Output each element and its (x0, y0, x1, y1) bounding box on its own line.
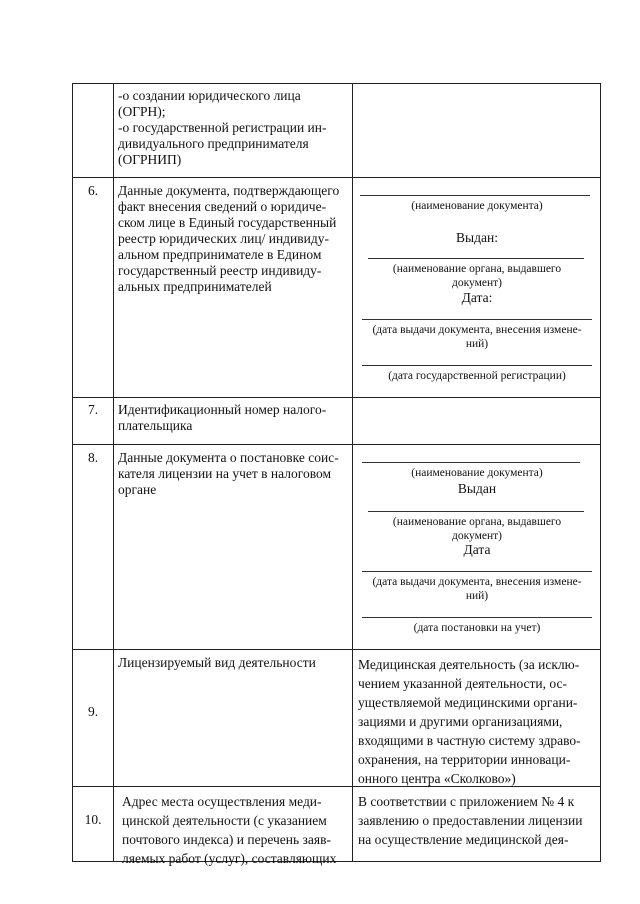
issuer-underline (368, 258, 584, 259)
doc-name-underline (362, 462, 580, 463)
row-number: 10. (84, 812, 102, 827)
reg-date-caption: (дата государственной регистрации) (388, 370, 566, 382)
row-label: -о создании юридического лица (ОГРН); -о государственной регистрации ин- дивидуального предпринимателя (ОГРНИП) (118, 88, 327, 167)
column-divider (352, 83, 353, 862)
issuer-underline (368, 511, 584, 512)
tax-date-caption: (дата постановки на учет) (413, 622, 541, 634)
row-number: 7. (87, 402, 99, 417)
row-number: 9. (87, 704, 99, 719)
row-divider (72, 177, 601, 178)
issue-date-underline (362, 571, 592, 572)
issue-date-underline (362, 319, 592, 320)
column-divider (113, 83, 114, 862)
tax-date-underline (362, 617, 592, 618)
row-value: В соответствии с приложением № 4 к заявлению о предоставлении лицензии на осуществление медицинской дея- (358, 794, 583, 847)
doc-name-caption: (наименование документа) (411, 467, 543, 479)
row-label: Адрес места осуществления меди- цинской деятельности (с указанием почтового индекса) и перечень заяв- ляемых работ (услуг), составляющих (122, 794, 337, 866)
issuer-caption: (наименование органа, выдавшего документ) (392, 516, 562, 542)
issue-date-caption: (дата выдачи документа, внесения измене- ний) (372, 324, 582, 350)
row-label: Данные документа о постановке соис- кателя лицензии на учет в налоговом органе (118, 450, 339, 497)
table-left-border (72, 83, 73, 862)
row-divider (72, 397, 601, 398)
doc-name-underline (360, 195, 590, 196)
row-number: 6. (87, 183, 99, 198)
table-top-border (72, 83, 601, 84)
row-label: Идентификационный номер налого- плательщика (118, 402, 327, 433)
issuer-caption: (наименование органа, выдавшего документ) (392, 263, 562, 289)
issue-date-caption: (дата выдачи документа, внесения измене- ний) (372, 576, 582, 602)
row-label: Лицензируемый вид деятельности (118, 655, 316, 670)
row-number: 8. (87, 450, 99, 465)
issued-label: Выдан: (456, 230, 498, 245)
row-divider (72, 444, 601, 445)
issued-label: Выдан (457, 481, 497, 496)
date-label: Дата (463, 542, 491, 557)
row-divider (72, 649, 601, 650)
reg-date-underline (362, 365, 592, 366)
row-value: Медицинская деятельность (за исклю- чением указанной деятельности, ос- уществляемой медицинскими органи- зациями и другими организациями, входящими в частную систему здраво- охранения, на территории инноваци- онного центра «Сколково») (358, 657, 581, 786)
row-label: Данные документа, подтверждающего факт внесения сведений о юридиче- ском лице в Единый государственный реестр юридических лиц/ индивиду- альном предпринимателе в Едином государственный реестр индивиду- альных предпринимателей (118, 183, 340, 294)
table-right-border (600, 83, 601, 862)
doc-name-caption: (наименование документа) (411, 200, 543, 212)
date-label: Дата: (461, 290, 493, 305)
